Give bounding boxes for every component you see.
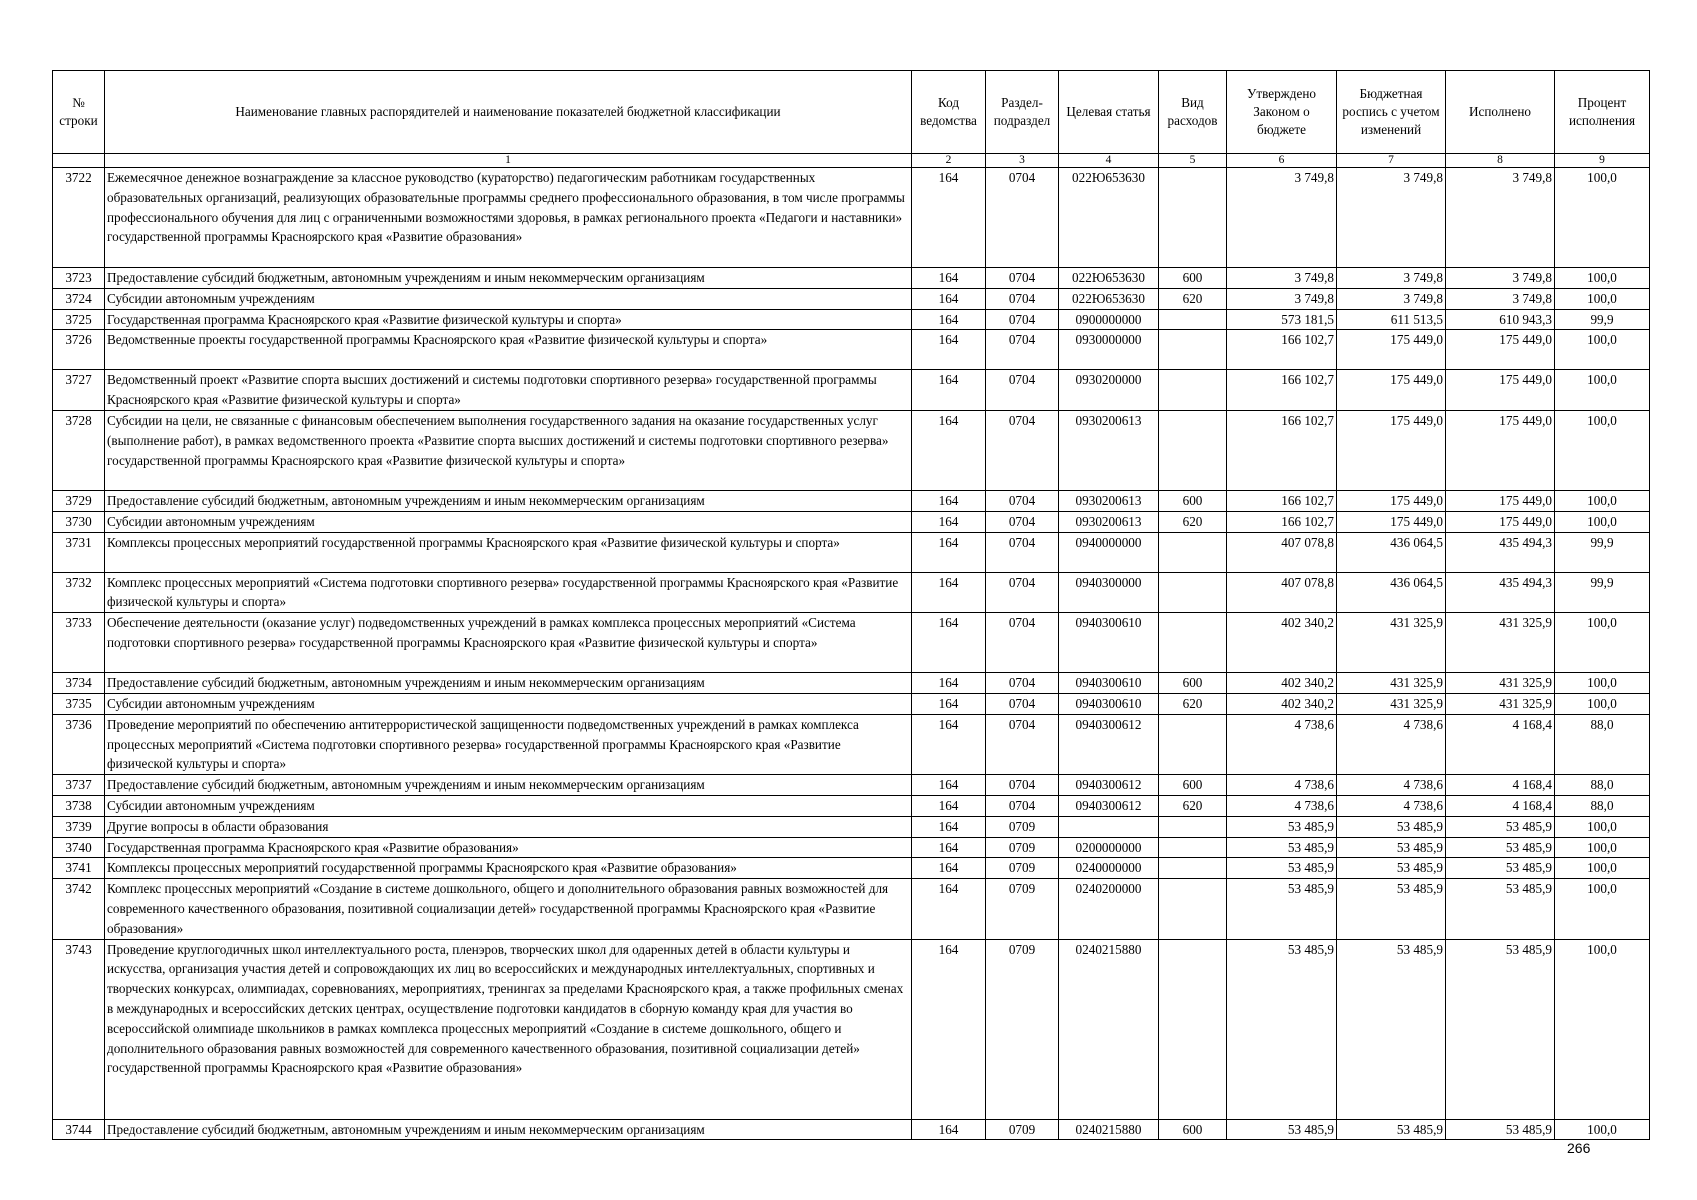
row-section: 0704 — [986, 613, 1059, 673]
row-number: 3727 — [53, 370, 105, 411]
row-name: Другие вопросы в области образования — [105, 816, 912, 837]
table-row — [53, 532, 1650, 572]
row-dept-code: 164 — [912, 879, 986, 939]
row-number: 3728 — [53, 410, 105, 490]
header-section: Раздел-подраздел — [986, 71, 1059, 154]
table-row — [53, 816, 1650, 837]
header-name: Наименование главных распорядителей и наименование показателей бюджетной классификации — [105, 71, 912, 154]
row-percent: 100,0 — [1555, 330, 1650, 370]
row-target: 0240215880 — [1059, 939, 1159, 1119]
row-exp-type — [1159, 858, 1227, 879]
row-percent: 100,0 — [1555, 837, 1650, 858]
colnum-2: 2 — [912, 154, 986, 168]
row-approved: 4 738,6 — [1227, 775, 1337, 796]
row-exp-type: 620 — [1159, 795, 1227, 816]
row-dept-code: 164 — [912, 370, 986, 411]
row-approved: 573 181,5 — [1227, 309, 1337, 330]
header-percent: Процент исполнения — [1555, 71, 1650, 154]
header-row-no: № строки — [53, 71, 105, 154]
row-number: 3743 — [53, 939, 105, 1119]
row-target: 0930200613 — [1059, 410, 1159, 490]
row-executed: 3 749,8 — [1446, 168, 1555, 268]
row-section: 0704 — [986, 410, 1059, 490]
row-target: 0240000000 — [1059, 858, 1159, 879]
row-target: 0240200000 — [1059, 879, 1159, 939]
row-exp-type — [1159, 168, 1227, 268]
row-target: 0900000000 — [1059, 309, 1159, 330]
row-name: Предоставление субсидий бюджетным, автономным учреждениям и иным некоммерческим организациям — [105, 1119, 912, 1140]
row-approved: 53 485,9 — [1227, 1119, 1337, 1140]
row-dept-code: 164 — [912, 673, 986, 694]
row-section: 0704 — [986, 673, 1059, 694]
table-body — [53, 168, 1650, 1140]
table-row — [53, 858, 1650, 879]
table-row — [53, 714, 1650, 774]
row-exp-type: 620 — [1159, 511, 1227, 532]
row-section: 0709 — [986, 837, 1059, 858]
table-row — [53, 268, 1650, 289]
row-budget: 3 749,8 — [1337, 288, 1446, 309]
row-executed: 431 325,9 — [1446, 673, 1555, 694]
row-dept-code: 164 — [912, 939, 986, 1119]
table-row — [53, 309, 1650, 330]
table-row — [53, 410, 1650, 490]
row-percent: 100,0 — [1555, 693, 1650, 714]
row-name: Государственная программа Красноярского края «Развитие образования» — [105, 837, 912, 858]
row-executed: 4 168,4 — [1446, 775, 1555, 796]
header-target: Целевая статья — [1059, 71, 1159, 154]
row-name: Комплексы процессных мероприятий государственной программы Красноярского края «Развитие образования» — [105, 858, 912, 879]
row-budget: 175 449,0 — [1337, 511, 1446, 532]
row-name: Предоставление субсидий бюджетным, автономным учреждениям и иным некоммерческим организациям — [105, 673, 912, 694]
table-row — [53, 693, 1650, 714]
row-section: 0709 — [986, 858, 1059, 879]
colnum-5: 5 — [1159, 154, 1227, 168]
row-target: 0940300610 — [1059, 613, 1159, 673]
row-approved: 53 485,9 — [1227, 939, 1337, 1119]
row-approved: 3 749,8 — [1227, 168, 1337, 268]
row-target: 022Ю653630 — [1059, 288, 1159, 309]
row-target: 022Ю653630 — [1059, 268, 1159, 289]
colnum-3: 3 — [986, 154, 1059, 168]
row-name: Предоставление субсидий бюджетным, автономным учреждениям и иным некоммерческим организациям — [105, 268, 912, 289]
header-exp-type: Вид расходов — [1159, 71, 1227, 154]
row-percent: 99,9 — [1555, 572, 1650, 613]
column-number-row — [53, 154, 1650, 168]
row-name: Обеспечение деятельности (оказание услуг) подведомственных учреждений в рамках комплекса процессных мероприятий «Система подготовки спортивного резерва» государственной программы Красноярского края «Развитие физической культуры и спорта» — [105, 613, 912, 673]
row-dept-code: 164 — [912, 572, 986, 613]
header-approved: Утверждено Законом о бюджете — [1227, 71, 1337, 154]
row-budget: 4 738,6 — [1337, 714, 1446, 774]
row-approved: 402 340,2 — [1227, 673, 1337, 694]
row-executed: 53 485,9 — [1446, 879, 1555, 939]
row-budget: 431 325,9 — [1337, 613, 1446, 673]
row-dept-code: 164 — [912, 1119, 986, 1140]
row-dept-code: 164 — [912, 309, 986, 330]
row-executed: 175 449,0 — [1446, 511, 1555, 532]
row-number: 3729 — [53, 490, 105, 511]
row-executed: 175 449,0 — [1446, 330, 1555, 370]
row-exp-type: 600 — [1159, 673, 1227, 694]
row-budget: 3 749,8 — [1337, 268, 1446, 289]
row-section: 0704 — [986, 693, 1059, 714]
row-executed: 53 485,9 — [1446, 816, 1555, 837]
row-dept-code: 164 — [912, 410, 986, 490]
row-exp-type — [1159, 816, 1227, 837]
row-target: 0940300612 — [1059, 775, 1159, 796]
page-number: 266 — [1567, 1140, 1591, 1156]
table-row — [53, 572, 1650, 613]
row-number: 3741 — [53, 858, 105, 879]
header-dept-code: Код ведомства — [912, 71, 986, 154]
row-name: Комплекс процессных мероприятий «Система подготовки спортивного резерва» государственной программы Красноярского края «Развитие физической культуры и спорта» — [105, 572, 912, 613]
row-budget: 53 485,9 — [1337, 816, 1446, 837]
row-budget: 3 749,8 — [1337, 168, 1446, 268]
row-percent: 88,0 — [1555, 775, 1650, 796]
row-approved: 166 102,7 — [1227, 490, 1337, 511]
header-executed: Исполнено — [1446, 71, 1555, 154]
row-approved: 166 102,7 — [1227, 370, 1337, 411]
table-row — [53, 613, 1650, 673]
row-target: 0940300000 — [1059, 572, 1159, 613]
row-percent: 100,0 — [1555, 879, 1650, 939]
row-executed: 53 485,9 — [1446, 939, 1555, 1119]
row-dept-code: 164 — [912, 693, 986, 714]
row-budget: 175 449,0 — [1337, 410, 1446, 490]
row-exp-type — [1159, 410, 1227, 490]
row-exp-type — [1159, 330, 1227, 370]
row-name: Субсидии автономным учреждениям — [105, 511, 912, 532]
row-dept-code: 164 — [912, 714, 986, 774]
row-number: 3738 — [53, 795, 105, 816]
table-row — [53, 775, 1650, 796]
row-exp-type — [1159, 370, 1227, 411]
table-row — [53, 370, 1650, 411]
row-number: 3736 — [53, 714, 105, 774]
row-percent: 99,9 — [1555, 309, 1650, 330]
row-name: Ведомственный проект «Развитие спорта высших достижений и системы подготовки спортивного резерва» государственной программы Красноярского края «Развитие физической культуры и спорта» — [105, 370, 912, 411]
row-number: 3735 — [53, 693, 105, 714]
row-exp-type: 620 — [1159, 288, 1227, 309]
row-number: 3732 — [53, 572, 105, 613]
row-percent: 88,0 — [1555, 795, 1650, 816]
row-number: 3722 — [53, 168, 105, 268]
row-section: 0704 — [986, 532, 1059, 572]
row-dept-code: 164 — [912, 511, 986, 532]
row-percent: 100,0 — [1555, 288, 1650, 309]
row-section: 0704 — [986, 714, 1059, 774]
row-approved: 53 485,9 — [1227, 879, 1337, 939]
row-section: 0709 — [986, 939, 1059, 1119]
row-target: 0940000000 — [1059, 532, 1159, 572]
row-approved: 407 078,8 — [1227, 572, 1337, 613]
row-name: Ведомственные проекты государственной программы Красноярского края «Развитие физической культуры и спорта» — [105, 330, 912, 370]
row-executed: 4 168,4 — [1446, 714, 1555, 774]
row-percent: 100,0 — [1555, 370, 1650, 411]
row-percent: 100,0 — [1555, 268, 1650, 289]
row-number: 3725 — [53, 309, 105, 330]
row-section: 0704 — [986, 370, 1059, 411]
table-row — [53, 879, 1650, 939]
row-percent: 100,0 — [1555, 613, 1650, 673]
row-section: 0709 — [986, 816, 1059, 837]
row-dept-code: 164 — [912, 490, 986, 511]
table-row — [53, 330, 1650, 370]
row-approved: 166 102,7 — [1227, 511, 1337, 532]
row-percent: 100,0 — [1555, 816, 1650, 837]
row-budget: 611 513,5 — [1337, 309, 1446, 330]
row-section: 0704 — [986, 168, 1059, 268]
colnum-9: 9 — [1555, 154, 1650, 168]
row-name: Субсидии автономным учреждениям — [105, 795, 912, 816]
row-executed: 175 449,0 — [1446, 370, 1555, 411]
header-budget: Бюджетная роспись с учетом изменений — [1337, 71, 1446, 154]
row-percent: 100,0 — [1555, 410, 1650, 490]
row-number: 3737 — [53, 775, 105, 796]
row-section: 0704 — [986, 511, 1059, 532]
row-target: 0940300610 — [1059, 673, 1159, 694]
row-dept-code: 164 — [912, 795, 986, 816]
row-exp-type: 600 — [1159, 268, 1227, 289]
row-target: 0930000000 — [1059, 330, 1159, 370]
row-approved: 53 485,9 — [1227, 837, 1337, 858]
row-approved: 3 749,8 — [1227, 268, 1337, 289]
row-approved: 166 102,7 — [1227, 330, 1337, 370]
colnum-blank — [53, 154, 105, 168]
row-section: 0704 — [986, 330, 1059, 370]
row-section: 0709 — [986, 1119, 1059, 1140]
row-approved: 166 102,7 — [1227, 410, 1337, 490]
row-section: 0704 — [986, 268, 1059, 289]
row-section: 0709 — [986, 879, 1059, 939]
row-section: 0704 — [986, 572, 1059, 613]
row-executed: 431 325,9 — [1446, 613, 1555, 673]
table-row — [53, 168, 1650, 268]
row-target: 0940300610 — [1059, 693, 1159, 714]
row-dept-code: 164 — [912, 775, 986, 796]
row-executed: 175 449,0 — [1446, 410, 1555, 490]
row-percent: 100,0 — [1555, 858, 1650, 879]
row-name: Предоставление субсидий бюджетным, автономным учреждениям и иным некоммерческим организациям — [105, 775, 912, 796]
row-budget: 4 738,6 — [1337, 775, 1446, 796]
row-approved: 53 485,9 — [1227, 858, 1337, 879]
colnum-8: 8 — [1446, 154, 1555, 168]
budget-table — [52, 70, 1650, 1140]
row-executed: 4 168,4 — [1446, 795, 1555, 816]
row-budget: 53 485,9 — [1337, 837, 1446, 858]
row-number: 3730 — [53, 511, 105, 532]
row-percent: 100,0 — [1555, 490, 1650, 511]
table-row — [53, 288, 1650, 309]
row-executed: 610 943,3 — [1446, 309, 1555, 330]
row-target: 022Ю653630 — [1059, 168, 1159, 268]
row-budget: 175 449,0 — [1337, 330, 1446, 370]
row-dept-code: 164 — [912, 168, 986, 268]
row-name: Государственная программа Красноярского края «Развитие физической культуры и спорта» — [105, 309, 912, 330]
row-executed: 53 485,9 — [1446, 858, 1555, 879]
row-approved: 3 749,8 — [1227, 288, 1337, 309]
row-budget: 53 485,9 — [1337, 879, 1446, 939]
row-exp-type — [1159, 879, 1227, 939]
row-percent: 100,0 — [1555, 673, 1650, 694]
table-header-row — [53, 71, 1650, 154]
row-exp-type: 600 — [1159, 1119, 1227, 1140]
row-exp-type: 620 — [1159, 693, 1227, 714]
row-number: 3724 — [53, 288, 105, 309]
row-target: 0930200000 — [1059, 370, 1159, 411]
row-dept-code: 164 — [912, 816, 986, 837]
row-number: 3731 — [53, 532, 105, 572]
row-name: Комплекс процессных мероприятий «Создание в системе дошкольного, общего и дополнительного образования равных возможностей для современного качественного образования, позитивной социализации детей» государственной программы Красноярского края «Развитие образования» — [105, 879, 912, 939]
row-percent: 100,0 — [1555, 511, 1650, 532]
row-name: Ежемесячное денежное вознаграждение за классное руководство (кураторство) педагогическим работникам государственных образовательных организаций, реализующих образовательные программы среднего профессионального образования, в том числе программы профессионального обучения для лиц с ограниченными возможностями здоровья, в рамках регионального проекта «Педагоги и наставники» государственной программы Красноярского края «Развитие образования» — [105, 168, 912, 268]
colnum-1: 1 — [105, 154, 912, 168]
row-dept-code: 164 — [912, 330, 986, 370]
row-executed: 431 325,9 — [1446, 693, 1555, 714]
row-approved: 4 738,6 — [1227, 795, 1337, 816]
row-name: Комплексы процессных мероприятий государственной программы Красноярского края «Развитие физической культуры и спорта» — [105, 532, 912, 572]
row-approved: 4 738,6 — [1227, 714, 1337, 774]
row-budget: 431 325,9 — [1337, 693, 1446, 714]
row-dept-code: 164 — [912, 268, 986, 289]
row-target: 0940300612 — [1059, 714, 1159, 774]
row-section: 0704 — [986, 309, 1059, 330]
row-percent: 100,0 — [1555, 939, 1650, 1119]
row-exp-type — [1159, 309, 1227, 330]
colnum-6: 6 — [1227, 154, 1337, 168]
row-percent: 99,9 — [1555, 532, 1650, 572]
row-section: 0704 — [986, 490, 1059, 511]
row-target: 0930200613 — [1059, 511, 1159, 532]
table-row — [53, 1119, 1650, 1140]
row-exp-type — [1159, 939, 1227, 1119]
row-dept-code: 164 — [912, 532, 986, 572]
row-number: 3723 — [53, 268, 105, 289]
row-percent: 100,0 — [1555, 168, 1650, 268]
row-budget: 431 325,9 — [1337, 673, 1446, 694]
row-target: 0930200613 — [1059, 490, 1159, 511]
row-number: 3742 — [53, 879, 105, 939]
row-percent: 88,0 — [1555, 714, 1650, 774]
row-target: 0240215880 — [1059, 1119, 1159, 1140]
row-executed: 53 485,9 — [1446, 837, 1555, 858]
table-row — [53, 673, 1650, 694]
row-executed: 3 749,8 — [1446, 268, 1555, 289]
row-exp-type: 600 — [1159, 490, 1227, 511]
row-exp-type — [1159, 613, 1227, 673]
row-name: Предоставление субсидий бюджетным, автономным учреждениям и иным некоммерческим организациям — [105, 490, 912, 511]
row-budget: 175 449,0 — [1337, 490, 1446, 511]
row-name: Проведение мероприятий по обеспечению антитеррористической защищенности подведомственных учреждений в рамках комплекса процессных мероприятий «Система подготовки спортивного резерва» государственной программы Красноярского края «Развитие физической культуры и спорта» — [105, 714, 912, 774]
row-approved: 53 485,9 — [1227, 816, 1337, 837]
colnum-7: 7 — [1337, 154, 1446, 168]
row-number: 3740 — [53, 837, 105, 858]
row-exp-type: 600 — [1159, 775, 1227, 796]
row-number: 3733 — [53, 613, 105, 673]
row-number: 3734 — [53, 673, 105, 694]
row-budget: 436 064,5 — [1337, 572, 1446, 613]
row-executed: 3 749,8 — [1446, 288, 1555, 309]
row-section: 0704 — [986, 288, 1059, 309]
table-row — [53, 837, 1650, 858]
row-executed: 435 494,3 — [1446, 572, 1555, 613]
row-executed: 175 449,0 — [1446, 490, 1555, 511]
row-approved: 402 340,2 — [1227, 613, 1337, 673]
row-section: 0704 — [986, 795, 1059, 816]
row-exp-type — [1159, 572, 1227, 613]
row-budget: 53 485,9 — [1337, 939, 1446, 1119]
row-percent: 100,0 — [1555, 1119, 1650, 1140]
row-name: Проведение круглогодичных школ интеллектуального роста, пленэров, творческих школ для одаренных детей в области культуры и искусства, организация участия детей и сопровождающих их лиц во всероссийских и международных интеллектуальных, спортивных и творческих конкурсах, олимпиадах, соревнованиях, мероприятиях, тренингах за пределами Красноярского края, а также профильных сменах в международных и всероссийских детских центрах, осуществление подготовки кандидатов в сборную команду края для участия во всероссийской олимпиаде школьников в рамках комплекса процессных мероприятий «Создание в системе дошкольного, общего и дополнительного образования равных возможностей для современного качественного образования, позитивной социализации детей» государственной программы Красноярского края «Развитие образования» — [105, 939, 912, 1119]
row-exp-type — [1159, 837, 1227, 858]
row-exp-type — [1159, 532, 1227, 572]
row-name: Субсидии автономным учреждениям — [105, 288, 912, 309]
row-approved: 407 078,8 — [1227, 532, 1337, 572]
row-dept-code: 164 — [912, 858, 986, 879]
row-number: 3744 — [53, 1119, 105, 1140]
row-target: 0200000000 — [1059, 837, 1159, 858]
row-approved: 402 340,2 — [1227, 693, 1337, 714]
table-row — [53, 795, 1650, 816]
row-budget: 53 485,9 — [1337, 1119, 1446, 1140]
row-target: 0940300612 — [1059, 795, 1159, 816]
row-dept-code: 164 — [912, 837, 986, 858]
row-name: Субсидии на цели, не связанные с финансовым обеспечением выполнения государственного задания на оказание государственных услуг (выполнение работ), в рамках ведомственного проекта «Развитие спорта высших достижений и системы подготовки спортивного резерва» государственной программы Красноярского края «Развитие физической культуры и спорта» — [105, 410, 912, 490]
row-dept-code: 164 — [912, 288, 986, 309]
row-section: 0704 — [986, 775, 1059, 796]
table-row — [53, 939, 1650, 1119]
row-budget: 53 485,9 — [1337, 858, 1446, 879]
row-budget: 436 064,5 — [1337, 532, 1446, 572]
row-exp-type — [1159, 714, 1227, 774]
table-row — [53, 511, 1650, 532]
table-row — [53, 490, 1650, 511]
row-budget: 4 738,6 — [1337, 795, 1446, 816]
colnum-4: 4 — [1059, 154, 1159, 168]
row-target — [1059, 816, 1159, 837]
row-number: 3726 — [53, 330, 105, 370]
row-number: 3739 — [53, 816, 105, 837]
row-executed: 53 485,9 — [1446, 1119, 1555, 1140]
row-dept-code: 164 — [912, 613, 986, 673]
row-name: Субсидии автономным учреждениям — [105, 693, 912, 714]
row-budget: 175 449,0 — [1337, 370, 1446, 411]
row-executed: 435 494,3 — [1446, 532, 1555, 572]
